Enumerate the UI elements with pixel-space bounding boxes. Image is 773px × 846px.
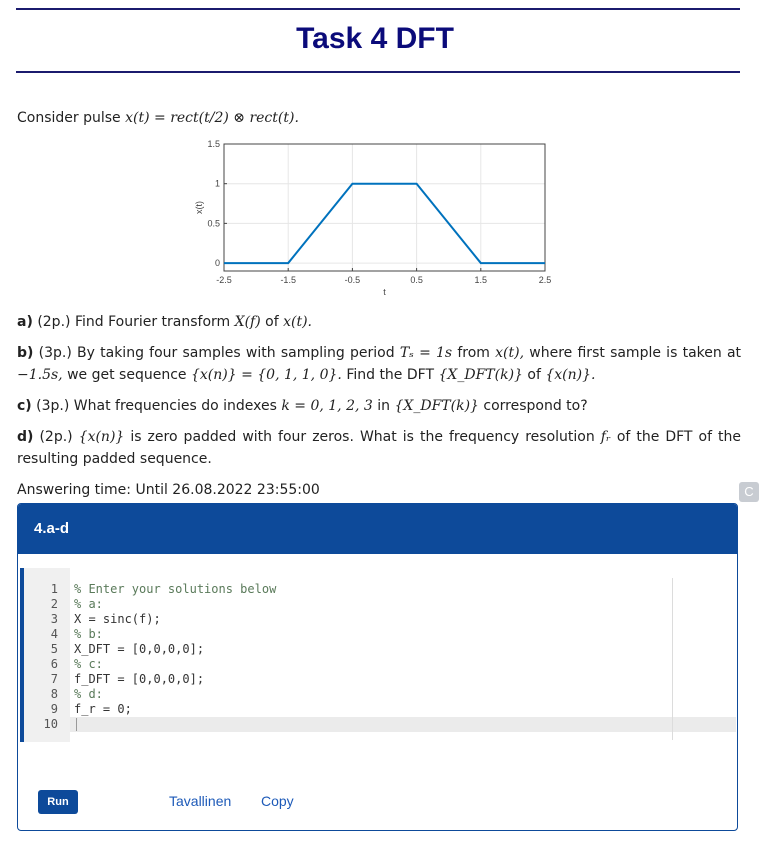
answer-panel: [17, 503, 738, 831]
code-line[interactable]: % c:: [74, 657, 103, 671]
pulse-plot: [180, 138, 560, 298]
question-b: b) (3p.) By taking four samples with sampling period Tₛ = 1s from x(t), where first sample is taken at −1.5s, we get sequence {x(n)} = {0, 1, 1, 0}. Find the DFT {X_DFT(k)} of {x(n)}.: [17, 345, 742, 383]
y-tick-label: 1: [214, 178, 220, 189]
code-editor[interactable]: [20, 568, 738, 742]
question-c: c) (3p.) What frequencies do indexes k = 0, 1, 2, 3 in {X_DFT(k)} correspond to?: [17, 398, 588, 414]
x-tick-label: 0.5: [410, 275, 423, 285]
print-margin: [672, 578, 673, 740]
code-line[interactable]: X = sinc(f);: [74, 612, 161, 626]
intro-formula: x(t) = rect(t/2) ⊗ rect(t).: [125, 110, 299, 126]
code-line[interactable]: X_DFT = [0,0,0,0];: [74, 642, 205, 656]
reset-link[interactable]: Tavallinen: [169, 793, 232, 809]
code-line[interactable]: f_DFT = [0,0,0,0];: [74, 672, 205, 686]
run-button[interactable]: Run: [38, 790, 78, 814]
x-tick-label: -0.5: [344, 275, 361, 285]
x-tick-label: 2.5: [538, 275, 552, 285]
line-number: 7: [50, 672, 58, 686]
code-line[interactable]: % Enter your solutions below: [74, 582, 277, 596]
text-cursor: [76, 718, 77, 731]
y-tick-label: 0: [214, 258, 220, 269]
bottom-rule: [16, 71, 740, 73]
line-number: 8: [50, 687, 58, 701]
code-line[interactable]: f_r = 0;: [74, 702, 132, 716]
question-d: d) (2p.) {x(n)} is zero padded with four zeros. What is the frequency resolution fᵣ of the DFT of the resulting padded sequence.: [17, 429, 742, 467]
x-axis-label: t: [383, 287, 386, 297]
code-line[interactable]: % a:: [74, 597, 103, 611]
line-number: 6: [50, 657, 58, 671]
y-tick-label: 1.5: [207, 139, 220, 149]
line-number: 10: [43, 717, 58, 731]
line-number: 3: [50, 612, 58, 626]
current-line-highlight: [70, 717, 736, 732]
top-rule: [16, 8, 740, 10]
plot-area: [224, 144, 545, 271]
line-number: 5: [50, 642, 58, 656]
line-number: 1: [50, 582, 58, 596]
line-number: 2: [50, 597, 58, 611]
x-tick-label: -2.5: [216, 275, 232, 285]
answering-time: Answering time: Until 26.08.2022 23:55:00: [17, 482, 320, 498]
code-line[interactable]: % b:: [74, 627, 103, 641]
line-number: 4: [50, 627, 58, 641]
y-tick-label: 0.5: [207, 218, 220, 229]
code-line[interactable]: % d:: [74, 687, 103, 701]
page-title: Task 4 DFT: [296, 22, 454, 55]
x-tick-label: 1.5: [474, 275, 488, 285]
intro-text: Consider pulse x(t) = rect(t/2) ⊗ rect(t).: [17, 110, 299, 126]
y-axis-label: x(t): [194, 201, 204, 214]
line-number: 9: [50, 702, 58, 716]
copy-link[interactable]: Copy: [261, 793, 294, 809]
side-badge[interactable]: C: [739, 482, 759, 502]
question-a: a) (2p.) Find Fourier transform X(f) of x(t).: [17, 314, 313, 330]
x-tick-label: -1.5: [280, 275, 296, 285]
panel-title: 4.a-d: [18, 504, 737, 554]
